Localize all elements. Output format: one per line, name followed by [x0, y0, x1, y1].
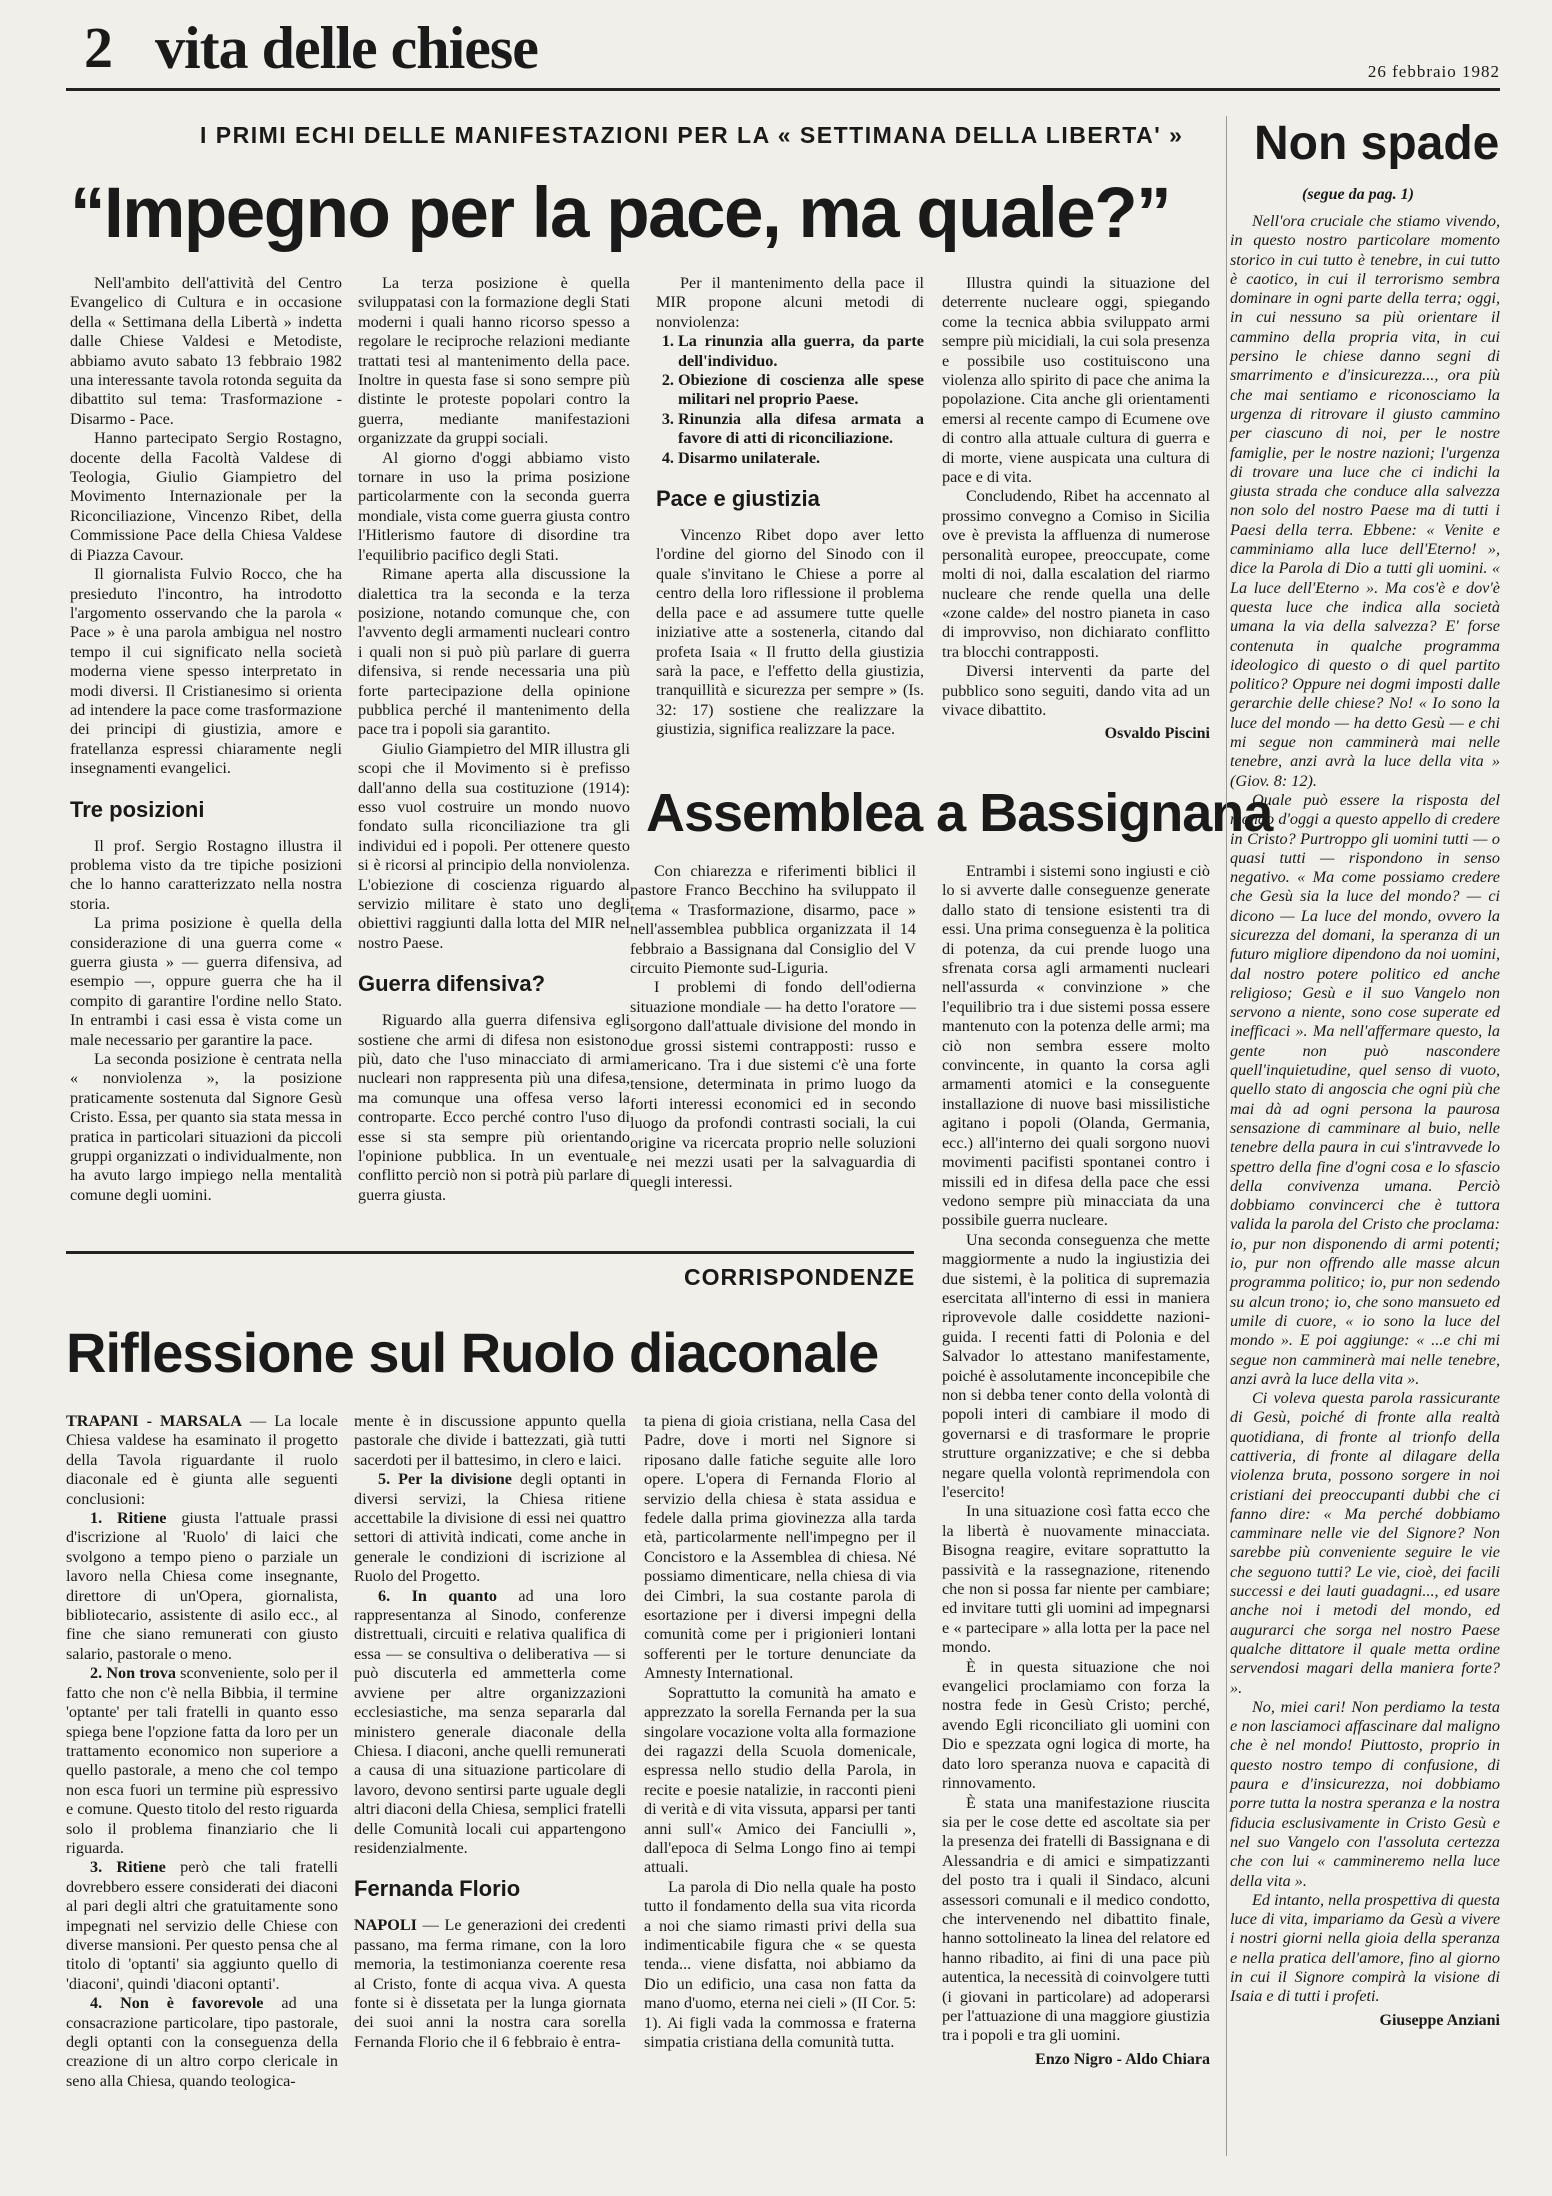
paragraph: Giulio Giampietro del MIR illustra gli scopi che il Movimento si è prefisso dall'anno della sua costituzione (1914): esso vuol costruire un mondo nuovo fondato sulla riconciliazione tra gli individui ed i popoli. Per ottenere questo si è ricorsi al principio della nonviolenza. L'obiezione di coscienza riguardo al servizio militare è stato uno degli obiettivi raggiunti dalla lotta del MIR nel nostro Paese.	[358, 739, 630, 952]
page-number: 2	[84, 15, 113, 80]
section-label: CORRISPONDENZE	[684, 1264, 916, 1290]
paragraph: Ed intanto, nella prospettiva di questa luce di vita, impariamo da Gesù a vivere i nostri giorni nella gioia della speranza e nella pratica dell'amore, fino al giorno in cui il Signore compirà la visione di Isaia e di tutti i profeti.	[1230, 1890, 1500, 2006]
paragraph: Concludendo, Ribet ha accennato al prossimo convegno a Comiso in Sicilia ove è prevista la affluenza di numerose personalità europee, preoccupate, come molti di noi, dalla escalation del riarmo nucleare che rende quella una delle «zone calde» del nostro pianeta in caso di improvviso, non dichiarato conflitto tra blocchi contrapposti.	[942, 487, 1210, 661]
paragraph: TRAPANI - MARSALA — La locale Chiesa valdese ha esaminato il progetto della Tavola riguardante il ruolo diaconale ed è giunta alle seguenti conclusioni:	[66, 1412, 338, 1508]
paragraph: 2. Non trova sconveniente, solo per il fatto che non c'è nella Bibbia, il termine 'optante' per tali fratelli in quanto esso spiega bene l'opzione fatta da loro per un trattamento economico non superiore a quello pastorale, a meno che col tempo non esca fuori un termine più espressivo e comune. Questo titolo del resto riguarda solo il problema finanziario che li riguarda.	[66, 1664, 339, 1857]
section-rule	[66, 1251, 914, 1254]
paragraph: NAPOLI — Le generazioni dei credenti passano, ma ferma rimane, con la loro memoria, la testimonianza coerente resa al Cristo, fonte di acqua viva. A questa fonte si è dissetata per la lunga giornata dei suoi anni la nostra cara sorella Fernanda Florio che il 6 febbraio è entra-	[354, 1916, 626, 2051]
article-column-2	[358, 274, 630, 1205]
continued-note: (segue da pag. 1)	[1302, 186, 1414, 203]
article-headline: “Impegno per la pace, ma quale?”	[70, 174, 1171, 253]
article-kicker: I PRIMI ECHI DELLE MANIFESTAZIONI PER LA « SETTIMANA DELLA LIBERTA' »	[200, 122, 1184, 148]
dateline: TRAPANI - MARSALA	[66, 1412, 242, 1430]
paragraph: mente è in discussione appunto quella pastorale che divide i battezzati, già tutti sacerdoti per il battesimo, in clero e laici.	[354, 1412, 626, 1469]
list-item: 1. La rinunzia alla guerra, da parte dell'individuo.	[678, 332, 924, 371]
article-headline: Assemblea a Bassignana	[646, 783, 1273, 843]
article-column-a	[630, 862, 916, 1192]
paragraph: Una seconda conseguenza che mette maggiormente a nudo la ingiustizia dei due sistemi, è la politica di supremazia esercitata all'interno di essi in maniera riprovevole dalle cosiddette nazioni-guida. I recenti fatti di Polonia e del Salvador lo attestano manifestamente, poiché è assolutamente inconcepibile che non si debba tener conto della volontà di popoli interi di cambiare il modo di governarsi e di trasformare le proprie strutture organizzative; e che si debba negare quella volontà reprimendola con l'esercito!	[942, 1230, 1210, 1501]
paragraph: Illustra quindi la situazione del deterrente nucleare oggi, spiegando come la tecnica abbia sviluppato armi sempre più micidiali, la cui sola presenza e possibile uso costituiscono una violenza allo spirito di pace che anima la popolazione. Cita anche gli orientamenti emersi al recente campo di Ecumene ove di contro alla attuale cultura di guerra e di morte, viene auspicata una cultura di pace e di vita.	[942, 274, 1210, 487]
paragraph: 3. Ritiene però che tali fratelli dovrebbero essere considerati dei diaconi al pari degli altri che gratuitamente sono impegnati nel servizio delle Chiese con diverse mansioni. Per questo pensa che al titolo di 'optanti' sia aggiunto quello di 'diaconi', quindi 'diaconi optanti'.	[66, 1858, 339, 1993]
paragraph: È stata una manifestazione riuscita sia per le cose dette ed ascoltate sia per la presenza dei fratelli di Bassignana e di Alessandria e di amici e simpatizzanti del posto tra i quali il Sindaco, alcuni assessori comunali e il medico condotto, che intervenendo nel dibattito finale, hanno sottolineato la linea del relatore ed hanno ribadito, ai fini di una pace più autentica, la necessità di coinvolgere tutti (i giovani in particolare) ad adoperarsi per l'attuazione di una maggiore giustizia tra i popoli e tra gli uomini.	[942, 1793, 1210, 2045]
methods-list	[656, 332, 924, 468]
article-column-3	[644, 1412, 916, 2052]
author-signature: Enzo Nigro - Aldo Chiara	[1035, 2050, 1210, 2068]
paragraph: Vincenzo Ribet dopo aver letto l'ordine del giorno del Sinodo con il quale s'invitano le Chiese a porre al centro della loro riflessione il problema della pace e ad assumere tutte quelle iniziative atte a sostenerla, citando dal profeta Isaia « Il frutto della giustizia sarà la pace, e l'effetto della giustizia, tranquillità e sicurezza per sempre » (Is. 32: 17) sostiene che realizzare la giustizia, significa realizzare la pace.	[656, 526, 924, 739]
paragraph: ta piena di gioia cristiana, nella Casa del Padre, dove i morti nel Signore si riposano dalle fatiche seguite alle loro opere. L'opera di Fernanda Florio al servizio della chiesa è stata assidua e fedele dalla prima giovinezza alla tarda età, particolarmente nell'impegno per il Concistoro e la Assemblea di chiesa. Né possiamo dimenticare, nella chiesa di via dei Cimbri, la sua costante parola di esortazione per i diversi impegni della comunità come per i prigionieri lontani sofferenti per le torture denunciate da Amnesty International.	[644, 1412, 916, 1683]
paragraph: 1. Ritiene giusta l'attuale prassi d'iscrizione al 'Ruolo' di laici che svolgono a tempo pieno o parziale un lavoro nella Chiesa come insegnante, direttore di un'Opera, giornalista, bibliotecario, assistente di asilo ecc., al fine che siano remunerati con giusto salario, pastorale o meno.	[66, 1509, 339, 1663]
paragraph: 5. Per la divisione degli optanti in diversi servizi, la Chiesa ritiene accettabile la divisione di essi nei quattro settori di attività indicati, come anche in generale le condizioni di iscrizione al Ruolo del Progetto.	[354, 1470, 626, 1586]
paragraph: Il prof. Sergio Rostagno illustra il problema visto da tre tipiche posizioni che lo hanno caratterizzato nella nostra storia.	[70, 836, 342, 913]
paragraph: Ci voleva questa parola rassicurante di Gesù, poiché di fronte alla realtà quotidiana, di fronte al trionfo della cattiveria, di fronte al dilagare della violenza bruta, possono sorgere in noi cristiani dei preoccupanti dubbi che ci fanno dire: « Ma perché dobbiamo camminare nelle vie del Signore? Non sarebbe più conveniente seguire le vie che seguono tutti? Le vie, cioè, dei facili successi e dei lauti guadagni..., ed usare anche noi i metodi del mondo, ed augurarci che sorga nel nostro Paese qualche dittatore il quale metta ordine servendosi magari della maniera forte? ».	[1230, 1389, 1500, 1697]
paragraph: Per il mantenimento della pace il MIR propone alcuni metodi di nonviolenza:	[656, 274, 924, 331]
column-divider	[1226, 116, 1227, 2156]
paragraph: Quale può essere la risposta del mondo d'oggi a questo appello di credere in Cristo? Purtroppo gli uomini tutti — o quasi tutti — rispondono in senso negativo. « Ma come possiamo credere che Gesù sia la luce del mondo? — ci dicono — La luce del mondo, ovvero la sicurezza del domani, la speranza di un futuro migliore dipendono da noi uomini, dal nostro potere politico ed anche religioso; Gesù e il suo Vangelo non servono a niente, sono cose superate ed inefficaci ». Ma nell'affermare questo, la gente non può nascondere quell'inquietudine, quel senso di vuoto, quello stato di angoscia che ogni più che mai dà ad ogni persona la paurosa sensazione di camminare al buio, nelle tenebre della paura in cui s'intravvede lo spettro della fine d'ogni cosa e lo sfascio della convivenza umana. Perciò dobbiamo convincerci che è tuttora valida la parola del Cristo che proclama: io, pur non disponendo di armi potenti; io, pur non offrendo alle masse alcun programma politico; io, pur non sedendo su alcun trono; io, che sono mansueto ed umile di cuore, « io sono la luce del mondo ». E poi aggiunge: « ...e chi mi segue non camminerà mai nelle tenebre, anzi avrà la luce della vita ».	[1230, 790, 1500, 1388]
paragraph: Con chiarezza e riferimenti biblici il pastore Franco Becchino ha sviluppato il tema « Trasformazione, disarmo, pace » nell'assemblea pubblica organizzata il 14 febbraio a Bassignana dal Consiglio del V circuito Piemonte sud-Liguria.	[630, 862, 916, 978]
paragraph: La prima posizione è quella della considerazione di una guerra come « guerra giusta » — guerra difensiva, ad esempio —, oppure guerra che ha il compito di garantire l'ordine nello Stato. In entrambi i casi essa è vista come un male necessario per garantire la pace.	[70, 914, 342, 1049]
list-item: 3. Rinunzia alla difesa armata a favore di atti di riconciliazione.	[678, 410, 924, 449]
subheading: Pace e giustizia	[656, 486, 820, 512]
paragraph: Hanno partecipato Sergio Rostagno, docente della Facoltà Valdese di Teologia, Giulio Giampietro del Movimento Internazionale per la Riconciliazione, Vincenzo Ribet, della Commissione Pace della Chiesa Valdese di Piazza Cavour.	[70, 429, 342, 564]
masthead-rule	[66, 88, 1500, 91]
paragraph: 6. In quanto ad una loro rappresentanza al Sinodo, conferenze distrettuali, circuiti e relativa qualifica di essa — se consultiva o deliberativa — si può discuterla ed ammetterla come avviene per altre organizzazioni ecclesiastiche, ma senza separarla dal ministero generale diaconale della Chiesa. I diaconi, anche quelli remunerati a causa di una situazione particolare di lavoro, devono sentirsi parte uguale degli altri diaconi della Chiesa, semplici fratelli delle Comunità locali cui appartengono residenzialmente.	[354, 1586, 627, 1857]
author-signature: Osvaldo Piscini	[1104, 725, 1210, 743]
list-item: 2. Obiezione di coscienza alle spese militari nel proprio Paese.	[678, 371, 924, 410]
paragraph: Riguardo alla guerra difensiva egli sostiene che armi di difesa non esistono più, dato che l'uso minacciato di armi nucleari non rappresenta più una difesa, ma comunque una offesa verso la controparte. Ecco perché contro l'uso di esse si sta sempre più orientando l'opinione pubblica. In un eventuale conflitto perciò non si potrà più parlare di guerra giusta.	[358, 1011, 630, 1204]
section-title: vita delle chiese	[155, 15, 538, 81]
article-column-1	[66, 1412, 338, 2091]
paragraph: La terza posizione è quella sviluppatasi con la formazione degli Stati moderni i quali hanno ricorso spesso a regolare le reciproche relazioni mediante trattati tesi al mantenimento della pace. Inoltre in questa fase si sono sempre più distinte le proteste popolari contro la guerra, mediante manifestazioni organizzate da gruppi sociali.	[358, 274, 630, 448]
paragraph: La seconda posizione è centrata nella « nonviolenza », la posizione praticamente sostenuta dal Signore Gesù Cristo. Essa, per quanto sia stata messa in pratica in particolari situazioni da piccoli gruppi organizzati o individualmente, non ha avuto largo impiego nella mentalità comune degli uomini.	[70, 1050, 342, 1204]
paragraph: Entrambi i sistemi sono ingiusti e ciò lo si avverte dalle conseguenze generate dallo stato di tensione esistenti tra di essi. Una prima conseguenza è la politica di potenza, da cui prende luogo una sfrenata corsa agli armamenti nucleari nell'assurda « convinzione » che l'equilibrio tra i due sistemi possa essere mantenuto con la potenza delle armi; ma ciò non sembra essere molto convincente, in quanto la corsa agli armamenti atomici e la conseguente installazione di nuove basi missilistiche agitano i popoli (Olanda, Germania, ecc.) all'interno dei quali sorgono nuovi movimenti pacifisti spontanei contro i missili ed in difesa della pace che essi vedono sempre più minacciata da una possibile guerra nucleare.	[942, 862, 1210, 1230]
paragraph: La parola di Dio nella quale ha posto tutto il fondamento della sua vita ricorda a noi che siamo rimasti privi della sua indimenticabile figura che « se questa tenda... viene disfatta, noi abbiamo da Dio un edificio, una casa non fatta da mano d'uomo, eterna nei cieli » (II Cor. 5: 1). Ai figli vada la commossa e fraterna simpatia cristiana della comunità tutta.	[644, 1877, 916, 2051]
paragraph: Nell'ambito dell'attività del Centro Evangelico di Cultura e in occasione della « Settimana della Libertà » indetta dalle Chiese Valdesi e Metodiste, abbiamo avuto sabato 13 febbraio 1982 una interessante tavola rotonda seguita da dibattito sul tema: Trasformazione - Disarmo - Pace.	[70, 274, 342, 428]
subheading: Fernanda Florio	[354, 1876, 521, 1902]
author-signature: Giuseppe Anziani	[1379, 2011, 1500, 2029]
paragraph: Il giornalista Fulvio Rocco, che ha presieduto l'incontro, ha introdotto l'argomento osservando che la parola « Pace » è una parola ambigua nel nostro tempo il cui significato nella società moderna viene spesso interpretato in modi diversi. Il Cristianesimo si orienta ad intendere la pace come trasformazione dei principi di giustizia, amore e fratellanza espressi chiaramente negli insegnamenti evangelici.	[70, 565, 342, 778]
sidebar-column	[1230, 212, 1500, 2030]
dateline: NAPOLI	[354, 1916, 417, 1935]
paragraph: I problemi di fondo dell'odierna situazione mondiale — ha detto l'oratore — sorgono dall'attuale divisione del mondo in due grossi sistemi contrapposti: russo e americano. Tra i due sistemi c'è una forte tensione, determinata in primo luogo da forti interessi economici ed in secondo luogo da profondi contrasti sociali, la cui origine va ricercata proprio nelle soluzioni e nei mezzi usati per la salvaguardia di quegli interessi.	[630, 978, 916, 1191]
paragraph: No, miei cari! Non perdiamo la testa e non lasciamoci affascinare dal maligno che è nel mondo! Piuttosto, proprio in questo nostro tempo di confusione, di paura e d'insicurezza, noi dobbiamo porre tutta la nostra speranza e la nostra fiducia esclusivamente in Cristo Gesù e nel suo Vangelo con l'assoluta certezza che con lui « cammineremo nella luce della vita ».	[1230, 1697, 1500, 1890]
article-column-1	[70, 274, 342, 1205]
subheading: Tre posizioni	[70, 796, 205, 822]
sidebar-headline: Non spade	[1254, 117, 1500, 170]
issue-date: 26 febbraio 1982	[1367, 62, 1500, 81]
article-column-3	[656, 274, 924, 740]
article-headline: Riflessione sul Ruolo diaconale	[66, 1321, 879, 1384]
article-column-2	[354, 1412, 626, 2052]
paragraph: In una situazione così fatta ecco che la libertà è nuovamente minacciata. Bisogna reagire, evitare soprattutto la passività e la rassegnazione, ritenendo che non si possa far niente per cambiare; ed invitare tutti gli uomini ad impegnarsi e « partecipare » alla lotta per la pace nel mondo.	[942, 1502, 1210, 1657]
paragraph: Al giorno d'oggi abbiamo visto tornare in uso la prima posizione particolarmente con la seconda guerra mondiale, vista come guerra giusta contro l'Hitlerismo fautore di disordine tra l'equilibrio pacifico degli Stati.	[358, 448, 630, 564]
paragraph: Rimane aperta alla discussione la dialettica tra la seconda e la terza posizione, notando comunque che, con l'avvento degli armamenti nucleari contro i quali non si può più parlare di guerra difensiva, si rende necessaria una più forte partecipazione della opinione pubblica perché il mantenimento della pace tra i popoli sia garantito.	[358, 565, 630, 739]
paragraph: Soprattutto la comunità ha amato e apprezzato la sorella Fernanda per la sua singolare vocazione volta alla formazione dei ragazzi della Scuola domenicale, espressa nello studio della Parola, in recite e poesie natalizie, in racconti pieni di verità e di vita vissuta, apparsi per tanti anni sull'« Amico dei Fanciulli », dall'epoca di Selma Longo fino ai tempi attuali.	[644, 1683, 916, 1877]
article-column-4	[942, 274, 1210, 744]
paragraph: È in questa situazione che noi evangelici proclamiamo con forza la nostra fede in Gesù Cristo; perché, avendo Egli riconciliato gli uomini con Dio e spezzata ogni logica di morte, ha dato loro speranza nuova e capacità di rinnovamento.	[942, 1657, 1210, 1793]
subheading: Guerra difensiva?	[358, 971, 546, 997]
paragraph: 4. Non è favorevole ad una consacrazione particolare, tipo pastorale, degli optanti con la conseguenza della creazione di un altro corpo clericale in seno alla Chiesa, quando teologica-	[66, 1994, 338, 2090]
paragraph: Diversi interventi da parte del pubblico sono seguiti, dando vita ad un vivace dibattito.	[942, 662, 1210, 719]
paragraph: Nell'ora cruciale che stiamo vivendo, in questo nostro particolare momento storico in cui tutto è tenebre, in cui tutto è caotico, in cui il terrorismo sembra dominare in ogni parte della terra; oggi, in cui nessuno sa più orientare il cammino della propria vita, in cui persino le chiese danno segni di smarrimento e d'insicurezza..., ora più che mai sentiamo e riconosciamo la urgenza di ritrovare il giusto cammino per ciascuno di noi, per le nostre famiglie, per le nostre nazioni; l'urgenza di trovare una luce che ci indichi la giusta strada che conduce alla salvezza non solo del nostro Paese ma di tutti i Paesi della terra. Ebbene: « Venite e camminiamo alla luce dell'Eterno! », dice la Parola di Dio a tutti gli uomini. « La luce dell'Eterno ». Ma cos'è e dov'è questa luce che indica alla società umana la via della salvezza? E' forse contenuta in qualche programma ideologico di questo o di quel partito politico? Oppure nei dogmi imposti dalle gerarchie delle chiese? No! « Io sono la luce del mondo — ha detto Gesù — e chi mi segue non camminerà mai nelle tenebre, anzi avrà la luce della vita » (Giov. 8: 12).	[1230, 212, 1500, 790]
article-column-b	[942, 862, 1210, 2069]
list-item: 4. Disarmo unilaterale.	[678, 449, 924, 468]
